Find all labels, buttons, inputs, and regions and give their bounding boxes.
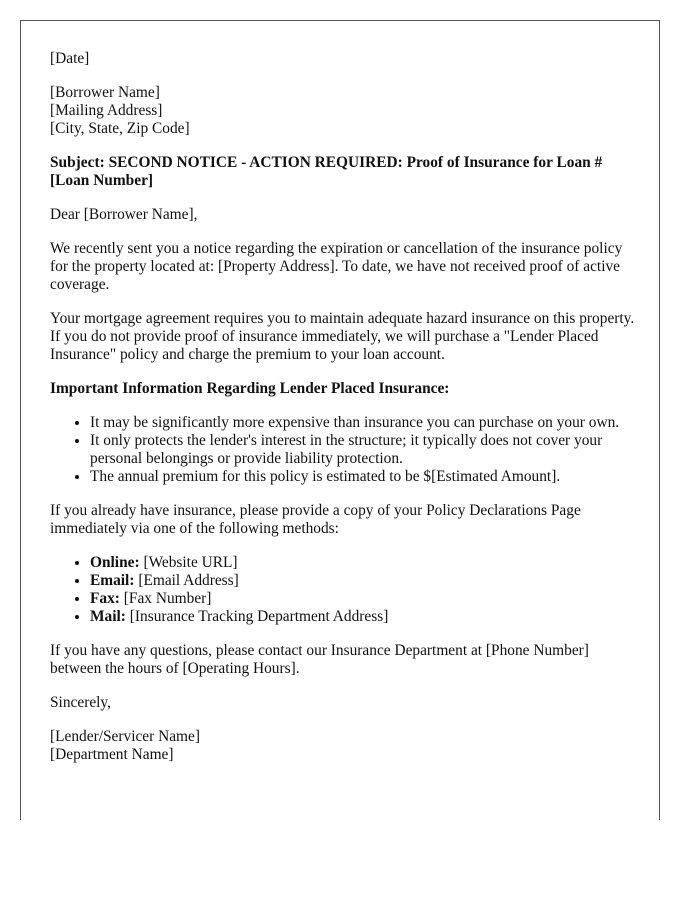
recipient-address: [Mailing Address]	[50, 102, 163, 119]
list-item: • It only protects the lender's interest in the structure; it typically does not cover your personal belongings or provide liability protection.	[90, 432, 635, 468]
letter-body	[50, 50, 635, 780]
method-online	[90, 554, 635, 572]
important-list	[50, 414, 635, 486]
closing: Sincerely,	[50, 694, 111, 711]
recipient-block	[50, 84, 635, 138]
paragraph-contact: If you have any questions, please contact our Insurance Department at [Phone Number] between the hours of [Operating Hours].	[50, 642, 589, 677]
list-item: • It may be significantly more expensive than insurance you can purchase on your own.	[90, 414, 635, 432]
paragraph-provide-proof: If you already have insurance, please provide a copy of your Policy Declarations Page immediately via one of the following methods:	[50, 502, 581, 537]
method-value: [Insurance Tracking Department Address]	[129, 608, 389, 625]
recipient-city: [City, State, Zip Code]	[50, 120, 190, 137]
method-mail	[90, 608, 635, 626]
paragraph-requirement: Your mortgage agreement requires you to maintain adequate hazard insurance on this property. If you do not provide proof of insurance immediately, we will purchase a "Lender Placed Insurance" policy and charge the premium to your loan account.	[50, 310, 635, 363]
signature-name: [Lender/Servicer Name]	[50, 728, 200, 745]
paragraph-notice: We recently sent you a notice regarding the expiration or cancellation of the insurance policy for the property located at: [Property Address]. To date, we have not received proof of active coverage.	[50, 240, 623, 293]
list-item: • The annual premium for this policy is estimated to be $[Estimated Amount].	[90, 468, 635, 486]
salutation: Dear [Borrower Name],	[50, 206, 198, 223]
method-value: [Website URL]	[143, 554, 238, 571]
methods-list	[50, 554, 635, 626]
method-value: [Email Address]	[138, 572, 239, 589]
method-label: Fax:	[90, 590, 120, 607]
method-label: Mail:	[90, 608, 126, 625]
method-fax	[90, 590, 635, 608]
letter-subject: Subject: SECOND NOTICE - ACTION REQUIRED: Proof of Insurance for Loan # [Loan Number]	[50, 154, 603, 189]
signature-department: [Department Name]	[50, 746, 174, 763]
letter-date: [Date]	[50, 50, 90, 67]
signature-block	[50, 728, 635, 764]
important-heading: Important Information Regarding Lender Placed Insurance:	[50, 380, 450, 397]
method-email	[90, 572, 635, 590]
method-value: [Fax Number]	[123, 590, 212, 607]
method-label: Email:	[90, 572, 135, 589]
method-label: Online:	[90, 554, 140, 571]
recipient-name: [Borrower Name]	[50, 84, 160, 101]
letter-page	[20, 20, 660, 820]
